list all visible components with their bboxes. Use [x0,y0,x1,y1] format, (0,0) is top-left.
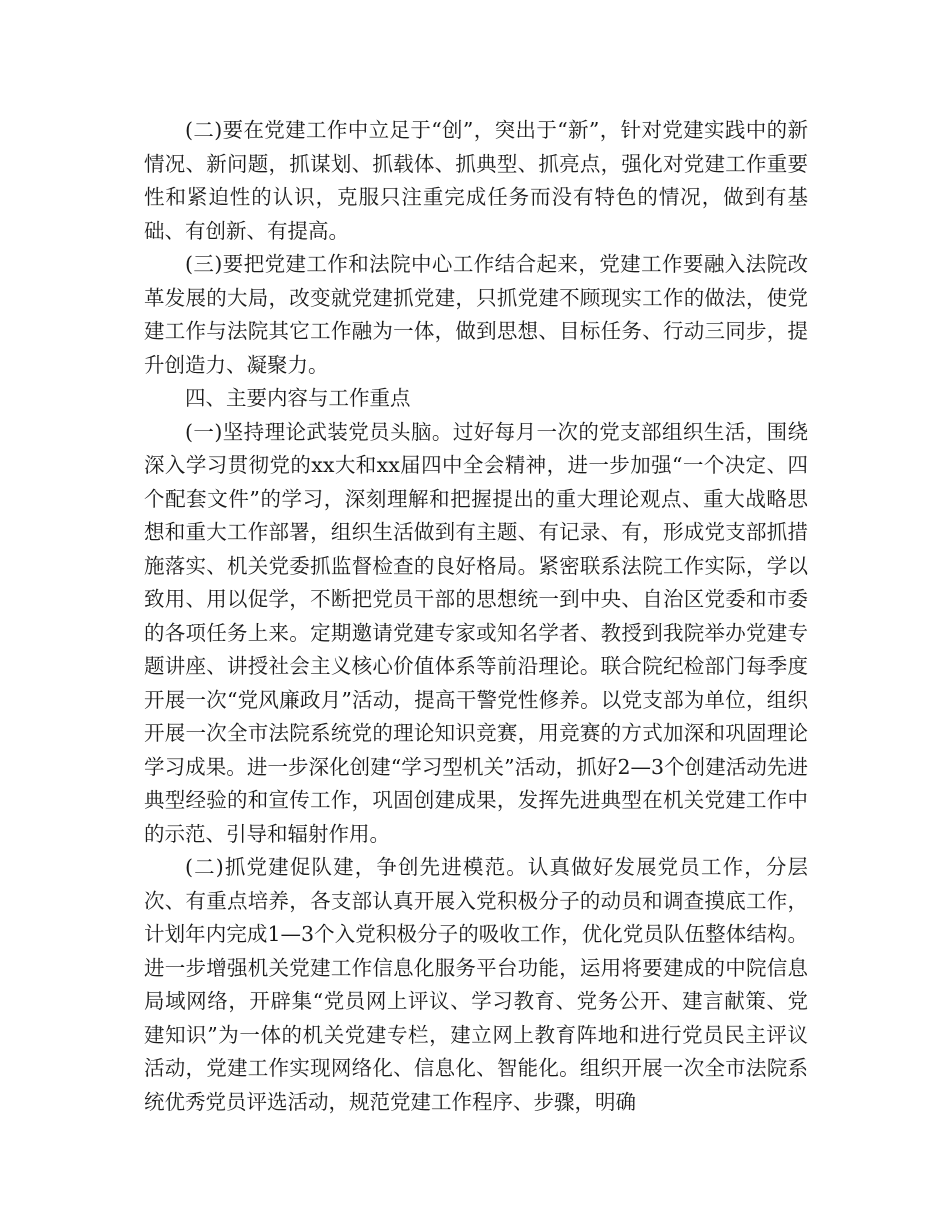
section-heading-main-content: 四、主要内容与工作重点 [185,386,411,410]
document-body [144,114,808,1119]
paragraph-party-court-integration: (三)要把党建工作和法院中心工作结合起来，党建工作要融入法院改革发展的大局，改变就党建抓党建，只抓党建不顾现实工作的做法，使党建工作与法院其它工作融为一体，做到思想、目标任务、行动三同步，提升创造力、凝聚力。 [144,252,808,377]
paragraph-party-innovation: (二)要在党建工作中立足于“创”，突出于“新”，针对党建实践中的新情况、新问题，抓谋划、抓载体、抓典型、抓亮点，强化对党建工作重要性和紧迫性的认识，克服只注重完成任务而没有特色的情况，做到有基础、有创新、有提高。 [144,118,808,243]
paragraph-theory-study: (一)坚持理论武装党员头脑。过好每月一次的党支部组织生活，围绕深入学习贯彻党的xx大和xx届四中全会精神，进一步加强“一个决定、四个配套文件”的学习，深刻理解和把握提出的重大理论观点、重大战略思想和重大工作部署，组织生活做到有主题、有记录、有，形成党支部抓措施落实、机关党委抓监督检查的良好格局。紧密联系法院工作实际，学以致用、用以促学，不断把党员干部的思想统一到中央、自治区党委和市委的各项任务上来。定期邀请党建专家或知名学者、教授到我院举办党建专题讲座、讲授社会主义核心价值体系等前沿理论。联合院纪检部门每季度开展一次“党风廉政月”活动，提高干警党性修养。以党支部为单位，组织开展一次全市法院系统党的理论知识竞赛，用竞赛的方式加深和巩固理论学习成果。进一步深化创建“学习型机关”活动，抓好2—3个创建活动先进典型经验的和宣传工作，巩固创建成果，发挥先进典型在机关党建工作中的示范、引导和辐射作用。 [144,419,808,846]
paragraph-team-building: (二)抓党建促队建，争创先进模范。认真做好发展党员工作，分层次、有重点培养，各支部认真开展入党积极分子的动员和调查摸底工作，计划年内完成1—3个入党积极分子的吸收工作，优化党员队伍整体结构。进一步增强机关党建工作信息化服务平台功能，运用将要建成的中院信息局域网络，开辟集“党员网上评议、学习教育、党务公开、建言献策、党建知识”为一体的机关党建专栏，建立网上教育阵地和进行党员民主评议活动，党建工作实现网络化、信息化、智能化。组织开展一次全市法院系统优秀党员评选活动，规范党建工作程序、步骤，明确 [144,855,808,1114]
